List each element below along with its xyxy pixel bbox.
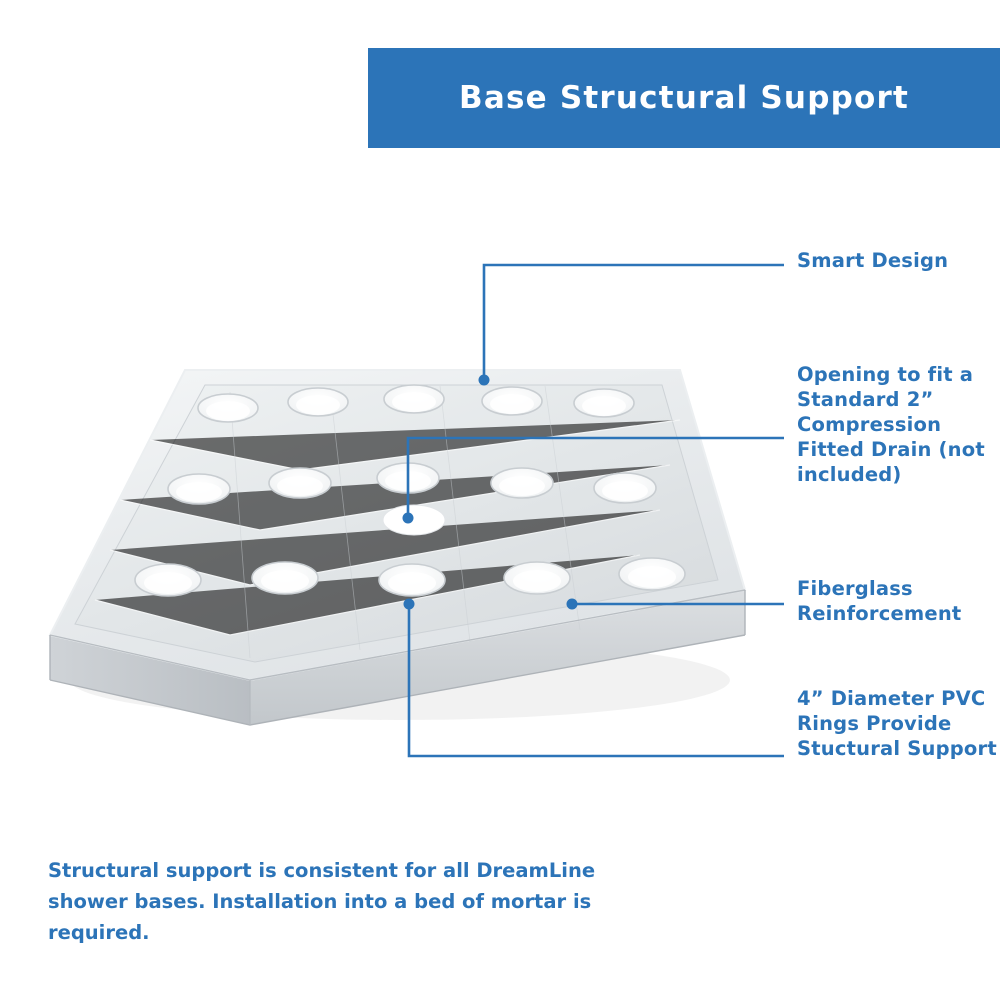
callout-opening-drain: Opening to fit a Standard 2” Compression Fitted Drain (not included) <box>797 363 985 486</box>
footer-note: Structural support is consistent for all DreamLine shower bases. Installation into a bed of mortar is required. <box>48 859 596 944</box>
shower-base-svg <box>0 180 800 820</box>
shower-base-illustration <box>0 180 800 820</box>
callout-smart-design: Smart Design <box>797 249 949 272</box>
drain-opening <box>383 505 445 535</box>
callout-fiberglass-reinforcement: Fiberglass Reinforcement <box>797 577 962 625</box>
callout-pvc-rings: 4” Diameter PVC Rings Provide Stuctural Support <box>797 687 997 760</box>
page-title: Base Structural Support <box>459 80 909 116</box>
